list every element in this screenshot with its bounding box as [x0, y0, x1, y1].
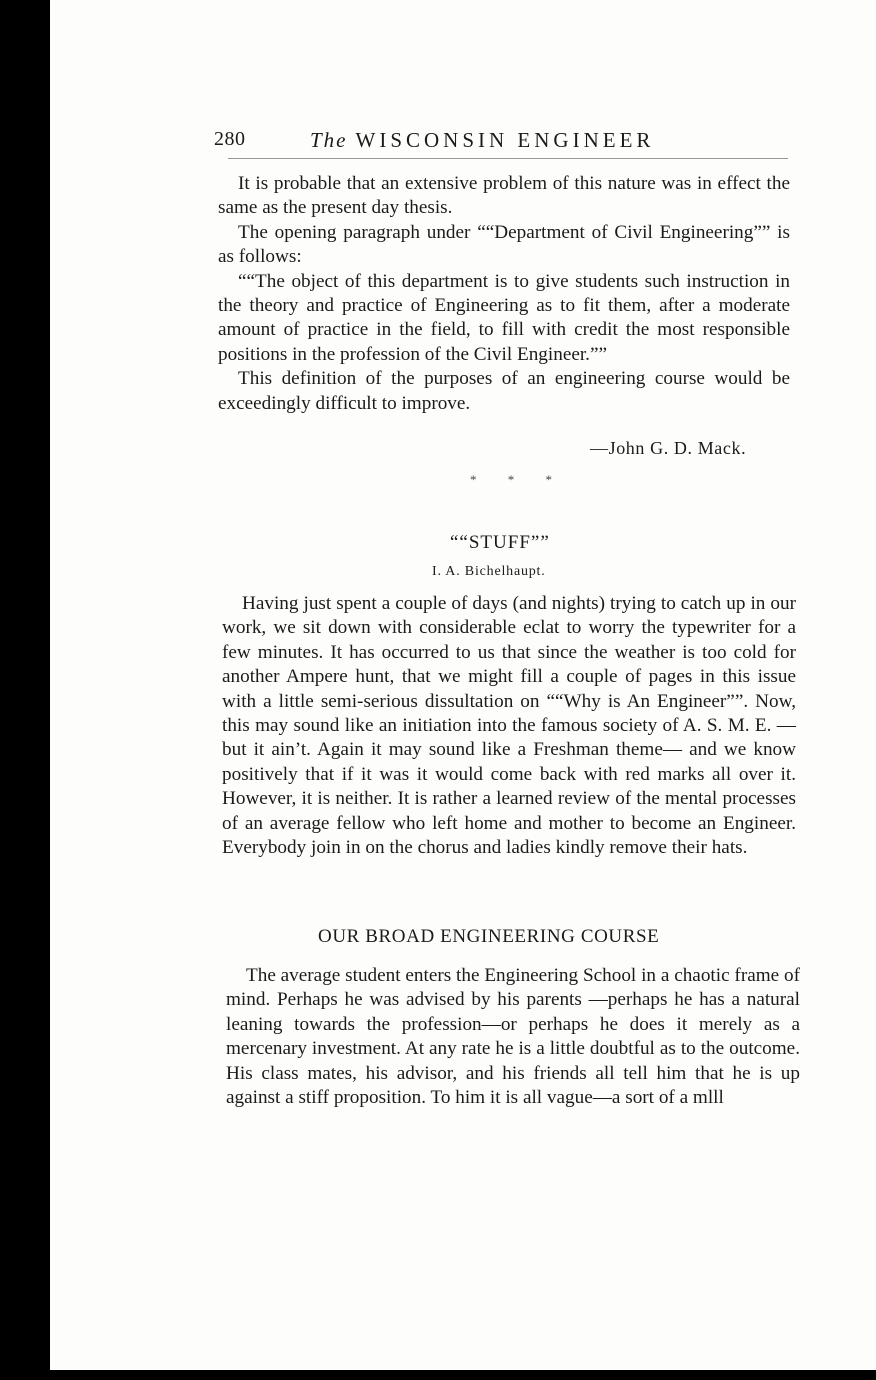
article-byline: I. A. Bichelhaupt. [432, 564, 546, 579]
paragraph: This definition of the purposes of an engineering course would be exceedingly difficult to improve. [218, 368, 790, 414]
article-title: ““STUFF”” [450, 532, 550, 553]
paragraph: Having just spent a couple of days (and nights) trying to catch up in our work, we sit down with considerable eclat to worry the typewriter for a few minutes. It has occurred to us that since the weather is too cold for another Ampere hunt, that we might fill a couple of pages in this issue with a little semi-serious dissultation on ““Why is An Engineer””. Now, this may sound like an initiation into the famous society of A. S. M. E. —but it ain’t. Again it may sound like a Freshman theme— and we know positively that if it was it would come back with red marks all over it. However, it is neither. It is rather a learned review of the mental processes of an average fellow who left home and mother to become an Engineer. Everybody join in on the chorus and ladies kindly remove their hats. [222, 593, 796, 859]
journal-title [310, 128, 654, 153]
section-separator: * * * [470, 472, 566, 487]
scan-border [0, 1370, 876, 1380]
journal-name: WISCONSIN ENGINEER [355, 128, 655, 152]
author-signature: —John G. D. Mack. [590, 438, 747, 458]
section-heading: OUR BROAD ENGINEERING COURSE [318, 926, 660, 947]
article-two-intro [222, 592, 796, 860]
paragraph: The average student enters the Engineering School in a chaotic frame of mind. Perhaps he was advised by his parents —perhaps he has a natural leaning towards the profession—or perhaps he does it merely as a mercenary investment. At any rate he is a little doubtful as to the outcome. His class mates, his advisor, and his friends all tell him that he is up against a stiff proposition. To him it is all vague—a sort of a mlll [226, 965, 800, 1109]
paragraph: It is probable that an extensive problem of this nature was in effect the same as the present day thesis. [218, 173, 790, 219]
running-header [214, 124, 794, 154]
section-text [226, 964, 800, 1110]
page-number: 280 [214, 128, 246, 150]
quoted-paragraph: ““The object of this department is to give students such instruction in the theory and practice of Engineering as to fit them, after a moderate amount of practice in the field, to fill with credit the most responsible positions in the profession of the Civil Engineer.”” [218, 270, 790, 365]
header-rule [228, 158, 788, 159]
journal-prefix: The [310, 128, 348, 152]
article-one-text [218, 172, 790, 416]
paragraph: The opening paragraph under ““Department of Civil Engineering”” is as follows: [218, 221, 790, 268]
